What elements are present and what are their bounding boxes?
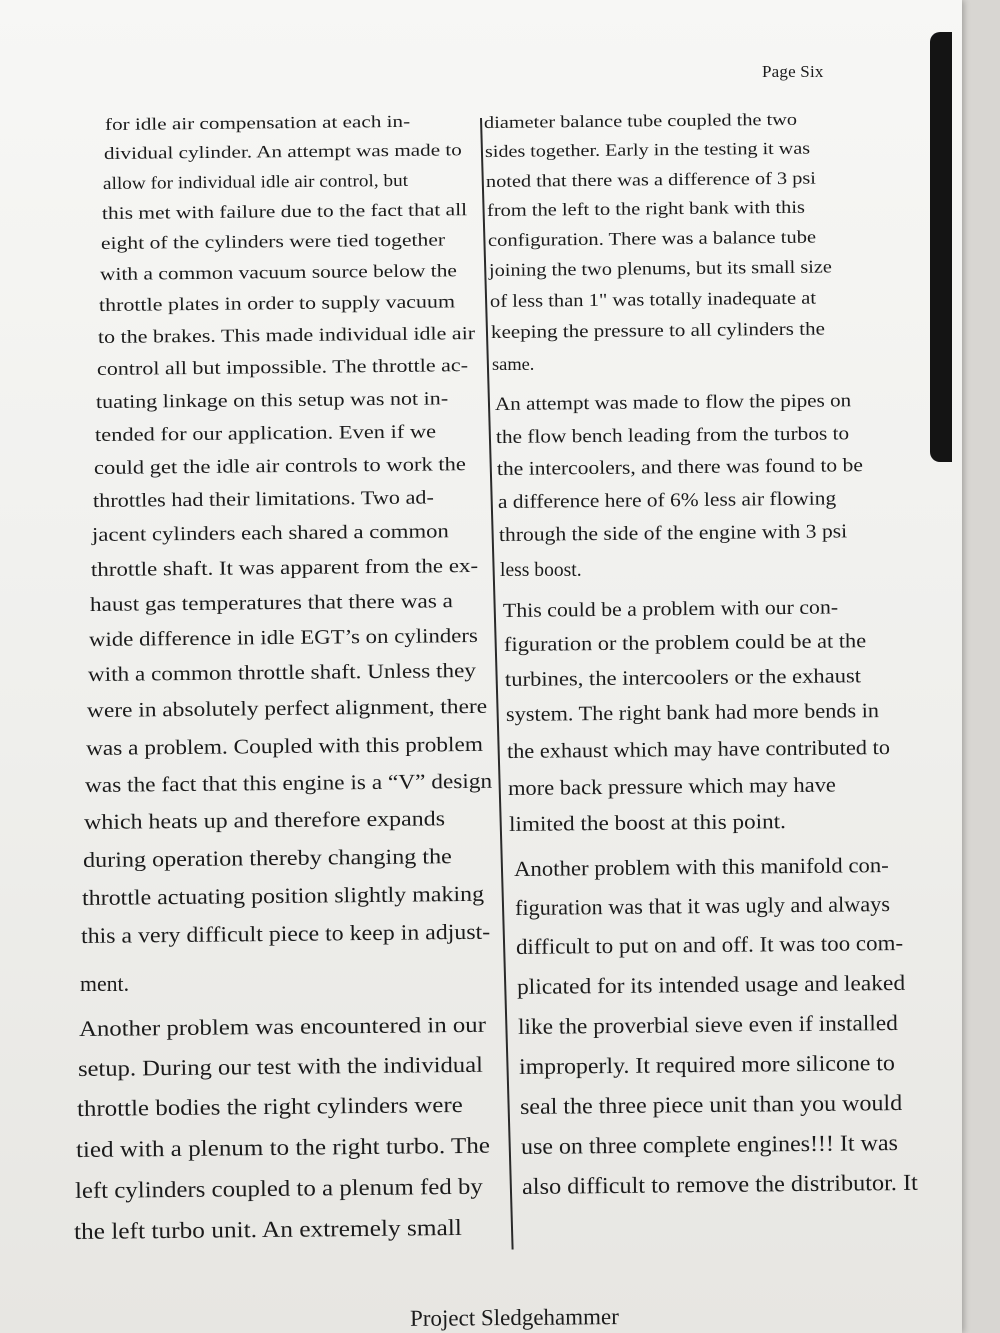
left-text-line: throttle bodies the right cylinders were (76, 1091, 463, 1121)
left-text-line: control all but impossible. The throttle ac- (96, 355, 469, 380)
right-text-line: like the proverbial sieve even if installed (517, 1010, 898, 1039)
left-text-line: haust gas temperatures that there was a (89, 590, 454, 616)
left-text-line: eight of the cylinders were tied together (100, 229, 446, 253)
right-text-line: use on three complete engines!!! It was (520, 1130, 899, 1159)
left-text-line: were in absolutely perfect alignment, there (86, 695, 488, 722)
right-text-line: more back pressure which may have (507, 772, 836, 800)
right-text-line: sides together. Early in the testing it was (484, 138, 811, 161)
left-text-line: with a common throttle shaft. Unless they (87, 659, 477, 686)
right-text-line: of less than 1" was totally inadequate at (489, 287, 817, 311)
left-text-line: which heats up and therefore expands (83, 806, 446, 834)
right-text-line: This could be a problem with our con- (502, 596, 839, 622)
left-text-line: tuating linkage on this setup was not in- (95, 388, 449, 413)
left-text-line: jacent cylinders each shared a common (91, 521, 449, 546)
right-text-line: noted that there was a difference of 3 psi (485, 167, 816, 191)
left-text-line: dividual cylinder. An attempt was made to (103, 140, 462, 163)
right-text-line: also difficult to remove the distributor. It (521, 1169, 918, 1199)
right-text-line: the intercoolers, and there was found to be (496, 455, 863, 480)
right-text-line: configuration. There was a balance tube (487, 226, 817, 250)
right-text-line: joining the two plenums, but its small size (488, 256, 832, 280)
right-text-line: through the side of the engine with 3 psi (498, 521, 848, 546)
right-text-line: turbines, the intercoolers or the exhaust (504, 665, 862, 691)
page-number: Page Six (762, 62, 824, 81)
right-text-line: figuration was that it was ugly and always (514, 892, 891, 920)
left-text-line: allow for individual idle air control, but (102, 169, 409, 193)
right-text-line: diameter balance tube coupled the two (483, 109, 798, 132)
left-text-line: during operation thereby changing the (82, 844, 452, 872)
right-text-line: system. The right bank had more bends in (505, 700, 880, 726)
left-text-line: was the fact that this engine is a “V” design (84, 768, 493, 797)
left-text-line: throttle shaft. It was apparent from the ex- (90, 554, 479, 581)
right-text-line: keeping the pressure to all cylinders the (490, 318, 825, 342)
right-text-line: improperly. It required more silicone to (518, 1050, 896, 1079)
left-text-line: throttles had their limitations. Two ad- (92, 487, 434, 512)
right-text-line: An attempt was made to flow the pipes on (494, 390, 852, 415)
left-text-line: throttle actuating position slightly making (81, 881, 485, 910)
right-text-line: seal the three piece unit than you would (519, 1089, 903, 1119)
left-text-line: ment. (80, 972, 130, 996)
left-text-line: tended for our application. Even if we (94, 421, 437, 446)
right-text-line: same. (492, 354, 535, 374)
left-text-line: with a common vacuum source below the (99, 260, 457, 284)
left-text-line: wide difference in idle EGT’s on cylinders (88, 624, 478, 651)
left-text-line: for idle air compensation at each in- (104, 111, 411, 134)
binder-edge (930, 32, 952, 462)
left-text-line: this a very difficult piece to keep in adjust- (80, 919, 491, 948)
right-text-line: a difference here of 6% less air flowing (497, 488, 837, 513)
left-text-line: could get the idle air controls to work the (93, 454, 466, 479)
left-text-line: this met with failure due to the fact that all (101, 199, 468, 223)
right-text-line: plicated for its intended usage and leaked (516, 969, 906, 999)
left-text-line: tied with a plenum to the right turbo. The (75, 1132, 491, 1162)
left-text-line: to the brakes. This made individual idle air (97, 323, 476, 347)
left-text-line: throttle plates in order to supply vacuum (98, 291, 456, 315)
right-text-line: from the left to the right bank with this (486, 196, 806, 220)
left-text-line: Another problem was encountered in our (78, 1011, 487, 1041)
left-text-line: the left turbo unit. An extremely small (73, 1214, 462, 1244)
footer-title: Project Sledgehammer (409, 1304, 619, 1331)
right-text-line: figuration or the problem could be at the (503, 630, 867, 656)
right-text-line: the exhaust which may have contributed to (506, 735, 891, 763)
left-text-line: setup. During our test with the individual (77, 1051, 484, 1081)
right-text-line: limited the boost at this point. (508, 809, 787, 836)
right-text-line: less boost. (500, 560, 582, 581)
right-text-line: difficult to put on and off. It was too com- (515, 930, 904, 959)
left-text-line: left cylinders coupled to a plenum fed by (74, 1173, 483, 1203)
left-text-line: was a problem. Coupled with this problem (85, 732, 484, 760)
right-text-line: the flow bench leading from the turbos to (495, 423, 850, 448)
right-text-line: Another problem with this manifold con- (513, 853, 889, 881)
